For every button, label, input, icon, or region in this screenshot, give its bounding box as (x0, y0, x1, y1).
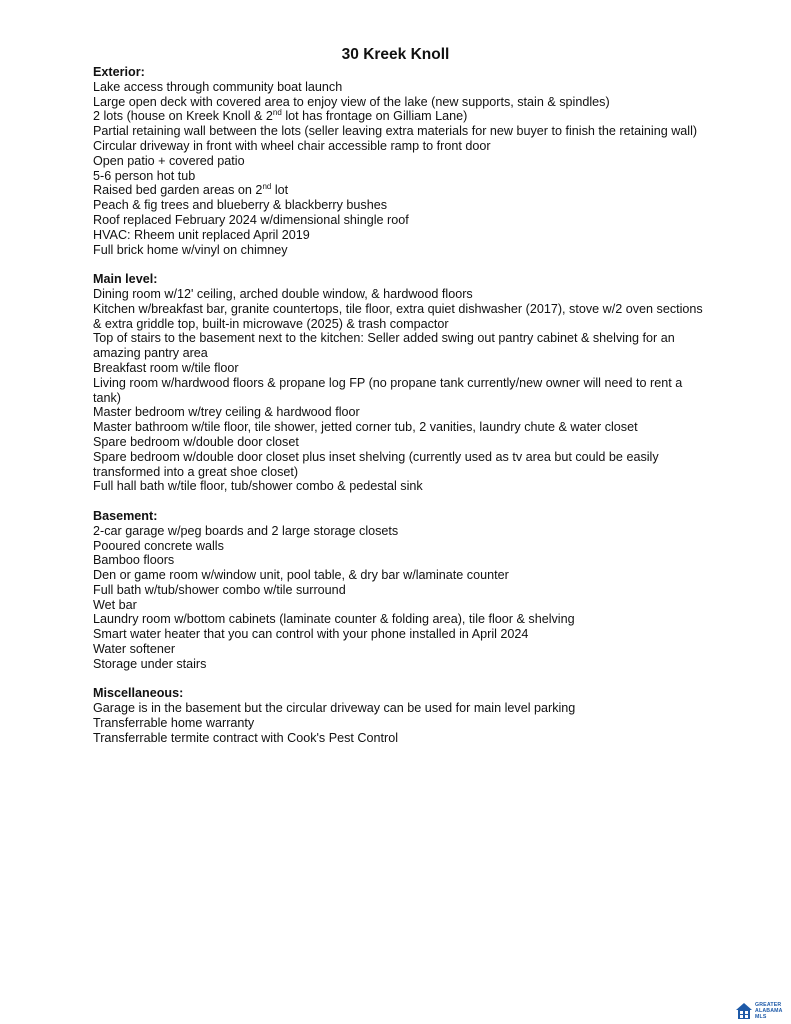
list-item: Pooured concrete walls (93, 538, 224, 553)
list-item: Full brick home w/vinyl on chimney (93, 242, 288, 257)
list-item: Full hall bath w/tile floor, tub/shower combo & pedestal sink (93, 479, 423, 494)
mls-logo (735, 1000, 790, 1022)
section-heading-main-level: Main level: (93, 272, 158, 287)
superscript: nd (262, 182, 272, 192)
list-item: 2-car garage w/peg boards and 2 large storage closets (93, 523, 399, 538)
list-item-text: lot has frontage on Gilliam Lane) (281, 109, 468, 124)
list-item: Garage is in the basement but the circular driveway can be used for main level parking (93, 701, 576, 716)
list-item: Laundry room w/bottom cabinets (laminate counter & folding area), tile floor & shelving (93, 612, 575, 627)
list-item: Breakfast room w/tile floor (93, 360, 239, 375)
list-item: Roof replaced February 2024 w/dimensional shingle roof (93, 212, 409, 227)
list-item (93, 109, 713, 124)
logo-text (755, 1002, 783, 1020)
section-heading-miscellaneous: Miscellaneous: (93, 686, 184, 701)
list-item: Top of stairs to the basement next to the kitchen: Seller added swing out pantry cabinet & shelving for an amazing pantry area (93, 331, 675, 361)
logo-text-line: GREATER (755, 1002, 782, 1008)
list-item: Partial retaining wall between the lots (seller leaving extra materials for new buyer to finish the retaining wall) (93, 124, 698, 139)
list-item: Master bathroom w/tile floor, tile shower, jetted corner tub, 2 vanities, laundry chute & water closet (93, 420, 638, 435)
list-item: Lake access through community boat launch (93, 79, 343, 94)
list-item: Storage under stairs (93, 656, 207, 671)
section-heading-basement: Basement: (93, 508, 158, 523)
list-item: HVAC: Rheem unit replaced April 2019 (93, 227, 310, 242)
list-item: 5-6 person hot tub (93, 168, 196, 183)
section-heading-exterior: Exterior: (93, 65, 145, 79)
list-item: Full bath w/tub/shower combo w/tile surround (93, 582, 346, 597)
document-body (93, 65, 713, 760)
list-item: Peach & fig trees and blueberry & blackberry bushes (93, 198, 388, 213)
list-item-text: lot (271, 183, 289, 198)
list-item: Water softener (93, 642, 176, 657)
list-item: Wet bar (93, 597, 137, 612)
page-title: 30 Kreek Knoll (341, 46, 450, 63)
list-item: Spare bedroom w/double door closet (93, 434, 299, 449)
section-basement (93, 509, 713, 672)
list-item: Large open deck with covered area to enjoy view of the lake (new supports, stain & spindles) (93, 94, 610, 109)
list-item: Spare bedroom w/double door closet plus inset shelving (currently used as tv area but could be easily transformed into a great shoe closet) (93, 449, 659, 479)
house-icon (735, 1002, 753, 1020)
list-item: Dining room w/12' ceiling, arched double window, & hardwood floors (93, 286, 473, 301)
list-item: Transferrable home warranty (93, 716, 255, 731)
list-item-text: Raised bed garden areas on 2 (93, 183, 263, 198)
superscript: nd (272, 108, 282, 118)
section-main-level (93, 272, 713, 494)
list-item: Kitchen w/breakfast bar, granite countertops, tile floor, extra quiet dishwasher (2017), stove w/2 oven sections & extra griddle top, built-in microwave (2025) & trash compactor (93, 301, 703, 331)
logo-text-line: MLS (755, 1014, 767, 1020)
list-item (93, 183, 713, 198)
list-item: Transferrable termite contract with Cook's Pest Control (93, 730, 398, 745)
list-item-text: 2 lots (house on Kreek Knoll & 2 (93, 109, 273, 124)
logo-text-line: ALABAMA (755, 1008, 783, 1014)
list-item: Open patio + covered patio (93, 153, 245, 168)
section-exterior (93, 65, 713, 257)
list-item: Smart water heater that you can control with your phone installed in April 2024 (93, 627, 529, 642)
list-item: Bamboo floors (93, 553, 175, 568)
list-item: Circular driveway in front with wheel chair accessible ramp to front door (93, 138, 491, 153)
list-item: Master bedroom w/trey ceiling & hardwood floor (93, 405, 360, 420)
list-item: Den or game room w/window unit, pool table, & dry bar w/laminate counter (93, 568, 509, 583)
list-item: Living room w/hardwood floors & propane log FP (no propane tank currently/new owner will need to rent a tank) (93, 375, 683, 405)
section-miscellaneous (93, 686, 713, 745)
